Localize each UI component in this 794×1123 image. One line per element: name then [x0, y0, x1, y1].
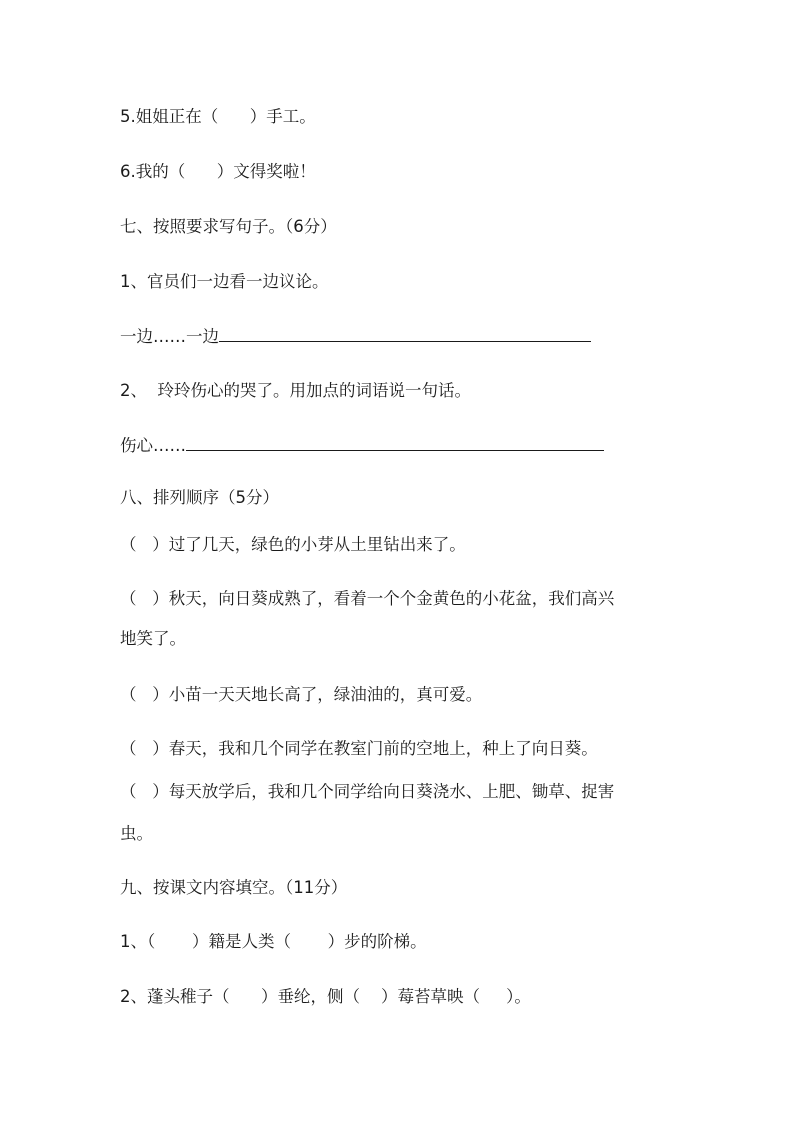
- section-7-sentence-2: 2、 玲玲伤心的哭了。用加点的词语说一句话。: [120, 381, 471, 400]
- fill-blank-1: 1、（ ）籍是人类（ ）步的阶梯。: [120, 932, 427, 951]
- question-5: 5.姐姐正在（ ）手工。: [120, 107, 316, 126]
- section-9-title: 九、按课文内容填空。（11分）: [120, 878, 348, 897]
- section-7-title: 七、按照要求写句子。（6分）: [120, 217, 337, 236]
- section-7-answer-line-1: [120, 326, 591, 348]
- order-item-4: （ ）春天，我和几个同学在教室门前的空地上，种上了向日葵。: [120, 739, 598, 758]
- answer-prompt: 伤心……: [120, 436, 186, 455]
- order-item-2-continued: 地笑了。: [120, 629, 186, 648]
- order-item-3: （ ）小苗一天天地长高了，绿油油的，真可爱。: [120, 685, 483, 704]
- section-7-sentence-1: 1、官员们一边看一边议论。: [120, 272, 329, 291]
- order-item-5: （ ）每天放学后，我和几个同学给向日葵浇水、上肥、锄草、捉害: [120, 782, 615, 801]
- answer-prompt: 一边……一边: [120, 327, 219, 346]
- section-8-title: 八、排列顺序（5分）: [120, 488, 279, 507]
- order-item-2: （ ）秋天，向日葵成熟了，看着一个个金黄色的小花盆，我们高兴: [120, 589, 615, 608]
- order-item-5-continued: 虫。: [120, 824, 153, 843]
- answer-blank-line[interactable]: [219, 329, 591, 342]
- section-7-answer-line-2: [120, 435, 604, 457]
- question-6: 6.我的（ ）文得奖啦！: [120, 162, 316, 181]
- order-item-1: （ ）过了几天，绿色的小芽从土里钻出来了。: [120, 535, 466, 554]
- answer-blank-line[interactable]: [186, 438, 604, 451]
- fill-blank-2: 2、蓬头稚子（ ）垂纶，侧（ ）莓苔草映（ ）。: [120, 987, 531, 1006]
